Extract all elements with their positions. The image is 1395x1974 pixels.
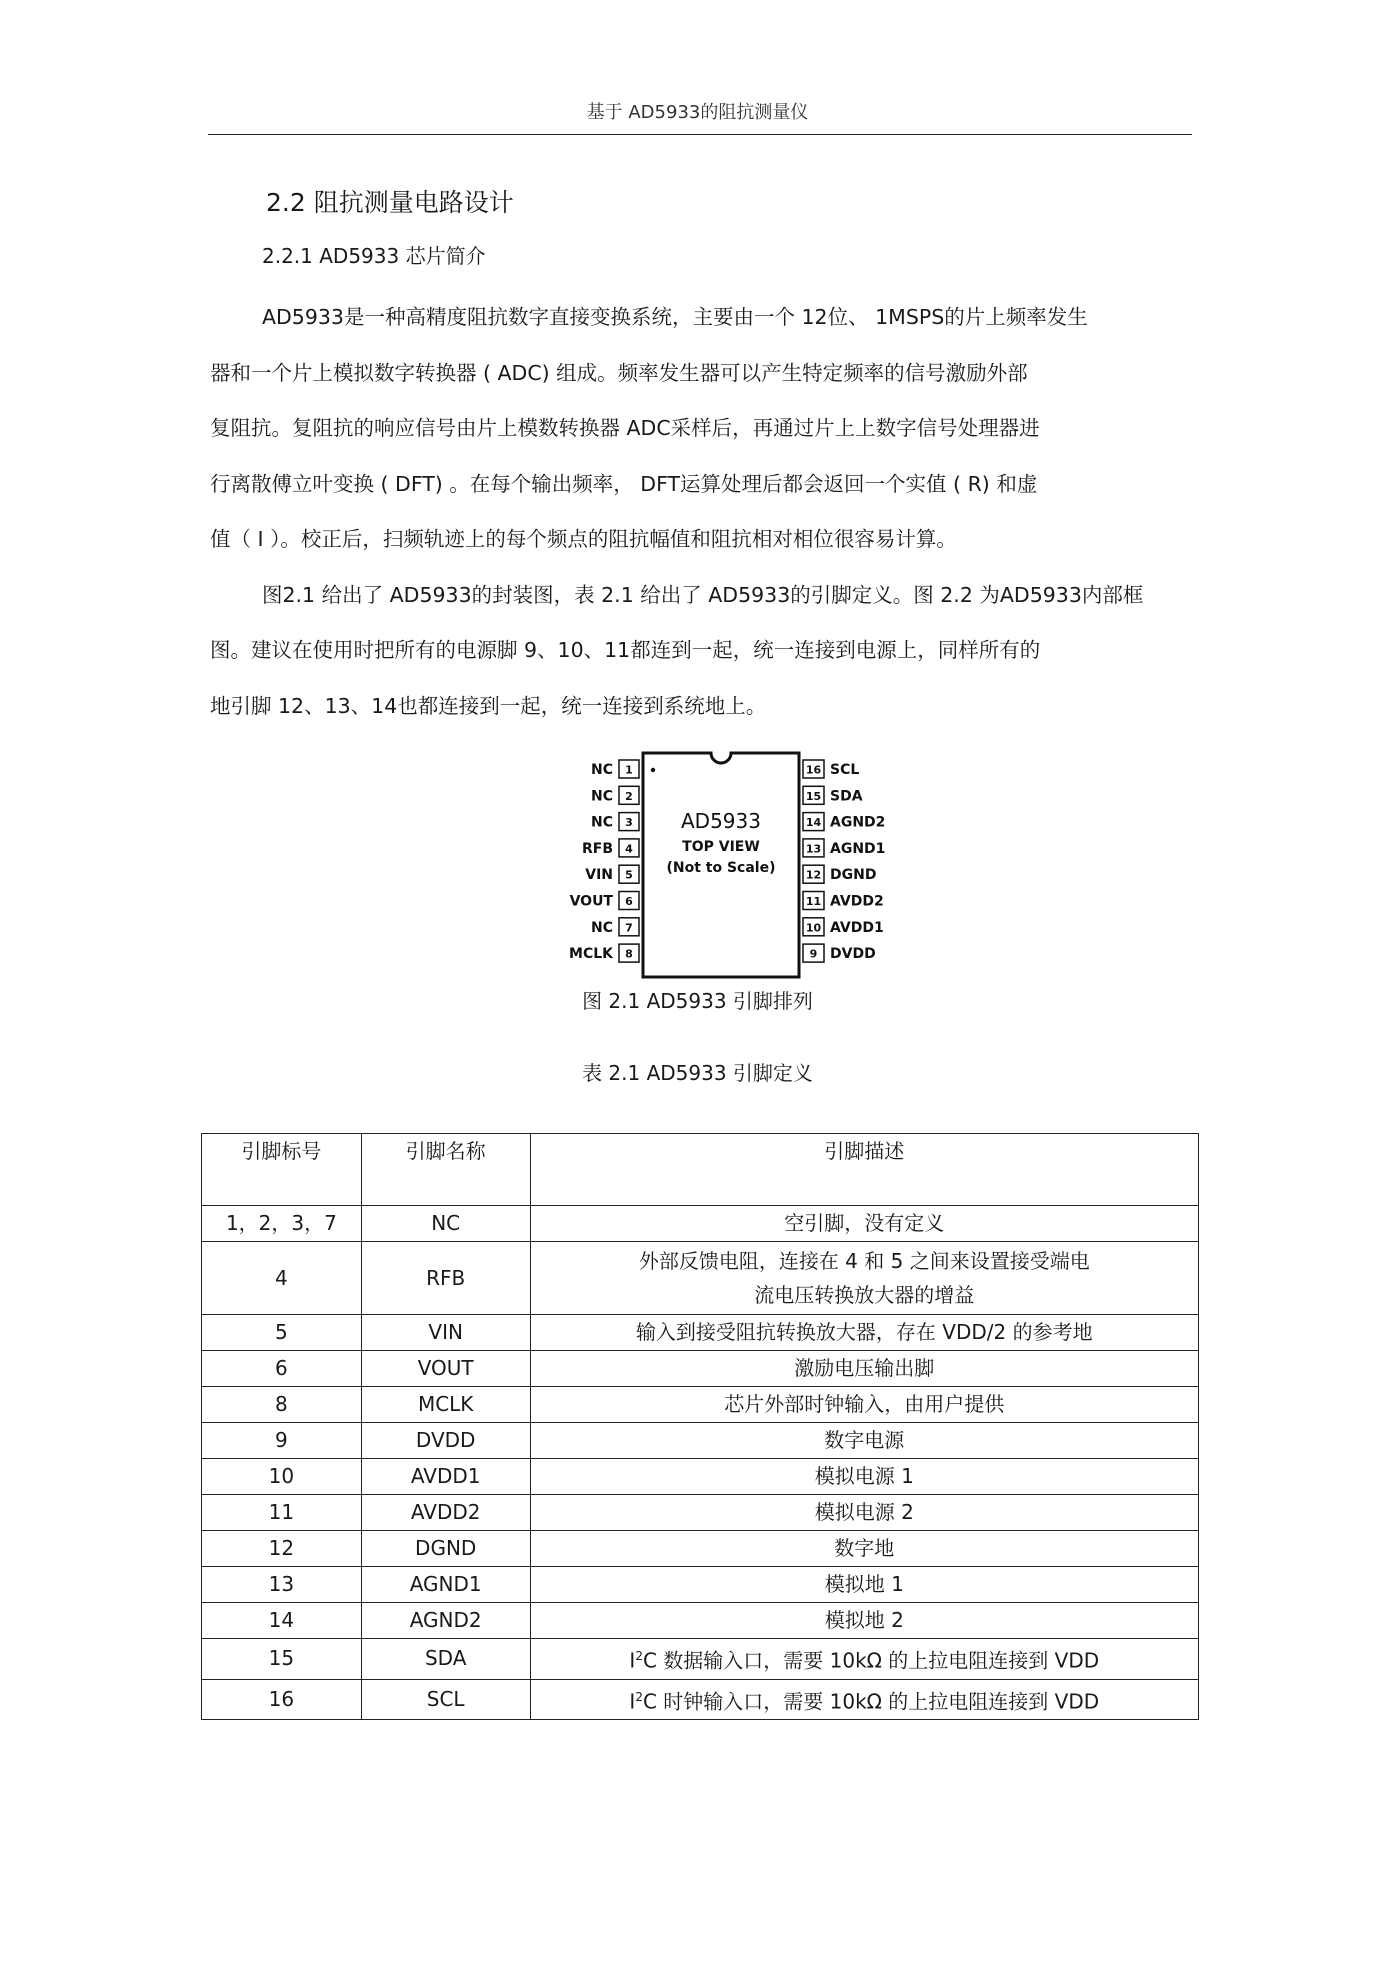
cell-pin-number: 1，2，3，7 <box>202 1206 362 1242</box>
pin-number: 2 <box>625 789 633 803</box>
pin-label: NC <box>591 919 613 936</box>
pin-number: 15 <box>805 789 822 803</box>
cell-pin-name: DGND <box>361 1531 530 1567</box>
pin-number: 9 <box>809 947 818 961</box>
cell-pin-number: 6 <box>202 1351 362 1387</box>
paragraph-2-line: 地引脚 12、13、14也都连接到一起，统一连接到系统地上。 <box>210 693 767 718</box>
cell-pin-name: NC <box>361 1206 530 1242</box>
table-row <box>202 1459 1199 1495</box>
right-pins <box>803 760 885 962</box>
pin-label: NC <box>591 814 613 831</box>
pin-number: 4 <box>625 842 633 856</box>
paragraph-1-line: 行离散傅立叶变换 ( DFT) 。在每个输出频率， DFT运算处理后都会返回一个实值 ( R) 和虚 <box>210 471 1038 496</box>
pin-number: 13 <box>805 842 822 856</box>
cell-pin-number: 11 <box>202 1495 362 1531</box>
figure-caption: 图 2.1 AD5933 引脚排列 <box>582 989 813 1013</box>
pin-number: 16 <box>805 763 822 777</box>
pin-label: DGND <box>830 867 877 884</box>
cell-pin-number: 4 <box>202 1242 362 1315</box>
paragraph-1-line: 器和一个片上模拟数字转换器 ( ADC) 组成。频率发生器可以产生特定频率的信号激励外部 <box>210 360 1028 385</box>
header-pin-number: 引脚标号 <box>202 1134 362 1206</box>
table-body <box>202 1206 1199 1720</box>
table-row <box>202 1567 1199 1603</box>
cell-pin-number: 12 <box>202 1531 362 1567</box>
body-text <box>210 290 1190 734</box>
cell-pin-description: 模拟电源 2 <box>530 1495 1198 1531</box>
cell-pin-description: 空引脚，没有定义 <box>530 1206 1198 1242</box>
cell-pin-description: 模拟地 1 <box>530 1567 1198 1603</box>
table-row <box>202 1679 1199 1720</box>
table-row <box>202 1639 1199 1680</box>
table-row <box>202 1495 1199 1531</box>
cell-pin-description: 激励电压输出脚 <box>530 1351 1198 1387</box>
pin-number: 8 <box>625 947 633 961</box>
pin-label: NC <box>591 788 613 805</box>
cell-pin-description: 数字电源 <box>530 1423 1198 1459</box>
pin-number: 5 <box>625 868 633 882</box>
pin-label: AGND2 <box>830 814 886 831</box>
chip-name: AD5933 <box>681 809 761 833</box>
pin-number: 10 <box>805 921 822 935</box>
chip-pinout-figure <box>555 745 895 985</box>
paragraph-1-line: AD5933是一种高精度阻抗数字直接变换系统，主要由一个 12位、 1MSPS的片上频率发生 <box>262 305 1088 329</box>
cell-pin-number: 8 <box>202 1387 362 1423</box>
cell-pin-number: 9 <box>202 1423 362 1459</box>
paragraph-2-line: 图。建议在使用时把所有的电源脚 9、10、11都连到一起，统一连接到电源上，同样所有的 <box>210 638 1041 662</box>
pin-number: 1 <box>625 763 633 777</box>
cell-pin-number: 5 <box>202 1315 362 1351</box>
cell-pin-number: 10 <box>202 1459 362 1495</box>
pin-number: 3 <box>625 816 633 830</box>
page-header-title: 基于 AD5933的阻抗测量仪 <box>586 102 809 123</box>
cell-pin-description: 外部反馈电阻，连接在 4 和 5 之间来设置接受端电流电压转换放大器的增益 <box>530 1242 1198 1315</box>
cell-pin-name: AGND1 <box>361 1567 530 1603</box>
subsection-heading: 2.2.1 AD5933 芯片简介 <box>262 244 486 268</box>
cell-pin-description: $I^2C$ 数据输入口，需要 10kΩ 的上拉电阻连接到 VDD <box>530 1639 1198 1680</box>
header-pin-description: 引脚描述 <box>530 1134 1198 1206</box>
table-row <box>202 1603 1199 1639</box>
pin-label: RFB <box>581 840 613 857</box>
pin1-dot <box>651 768 655 772</box>
table-row <box>202 1315 1199 1351</box>
paragraph-1-line: 值（ I ）。校正后，扫频轨迹上的每个频点的阻抗幅值和阻抗相对相位很容易计算。 <box>210 527 957 551</box>
cell-pin-name: SCL <box>361 1679 530 1720</box>
cell-pin-description: 模拟电源 1 <box>530 1459 1198 1495</box>
table-row <box>202 1387 1199 1423</box>
table-row <box>202 1206 1199 1242</box>
pin-label: VIN <box>585 867 613 884</box>
pin-label: NC <box>591 762 613 778</box>
pin-label: AVDD1 <box>830 919 884 936</box>
table-header-row <box>202 1134 1199 1206</box>
pin-label: SCL <box>830 762 860 778</box>
cell-pin-name: AVDD2 <box>361 1495 530 1531</box>
pin-label: AVDD2 <box>830 893 884 910</box>
table-row <box>202 1531 1199 1567</box>
cell-pin-name: AGND2 <box>361 1603 530 1639</box>
pin-number: 6 <box>625 895 633 908</box>
cell-pin-number: 16 <box>202 1679 362 1720</box>
cell-pin-name: VOUT <box>361 1351 530 1387</box>
cell-pin-description: 输入到接受阻抗转换放大器，存在 VDD/2 的参考地 <box>530 1315 1198 1351</box>
pin-number: 14 <box>805 816 822 830</box>
pin-number: 7 <box>625 921 633 935</box>
chip-scale-label: (Not to Scale) <box>666 860 776 876</box>
header-divider <box>208 134 1192 135</box>
chip-view-label: TOP VIEW <box>682 839 760 855</box>
pin-definition-table <box>201 1133 1199 1720</box>
table-row <box>202 1242 1199 1315</box>
cell-pin-description: 数字地 <box>530 1531 1198 1567</box>
cell-pin-name: VIN <box>361 1315 530 1351</box>
pin-label: VOUT <box>569 893 613 910</box>
pin-number: 11 <box>805 895 822 908</box>
pin-label: DVDD <box>830 946 876 963</box>
pin-number: 12 <box>805 868 822 882</box>
cell-pin-number: 13 <box>202 1567 362 1603</box>
pin-label: AGND1 <box>830 840 886 857</box>
cell-pin-name: SDA <box>361 1639 530 1680</box>
cell-pin-name: MCLK <box>361 1387 530 1423</box>
paragraph-2 <box>210 568 1190 735</box>
cell-pin-name: RFB <box>361 1242 530 1315</box>
cell-pin-name: AVDD1 <box>361 1459 530 1495</box>
cell-pin-description: $I^2C$ 时钟输入口，需要 10kΩ 的上拉电阻连接到 VDD <box>530 1679 1198 1720</box>
pin-label: SDA <box>830 788 863 805</box>
pin-label: MCLK <box>569 946 613 963</box>
paragraph-1-line: 复阻抗。复阻抗的响应信号由片上模数转换器 ADC采样后，再通过片上上数字信号处理器进 <box>210 416 1040 440</box>
section-heading: 2.2 阻抗测量电路设计 <box>266 188 514 217</box>
header-pin-name: 引脚名称 <box>361 1134 530 1206</box>
paragraph-1 <box>210 290 1190 568</box>
cell-pin-description: 芯片外部时钟输入，由用户提供 <box>530 1387 1198 1423</box>
cell-pin-number: 15 <box>202 1639 362 1680</box>
table-row <box>202 1351 1199 1387</box>
left-pins <box>569 760 639 962</box>
cell-pin-name: DVDD <box>361 1423 530 1459</box>
paragraph-2-line: 图2.1 给出了 AD5933的封装图，表 2.1 给出了 AD5933的引脚定义。图 2.2 为AD5933内部框 <box>262 582 1144 607</box>
table-row <box>202 1423 1199 1459</box>
table-caption: 表 2.1 AD5933 引脚定义 <box>582 1061 813 1085</box>
cell-pin-number: 14 <box>202 1603 362 1639</box>
cell-pin-description: 模拟地 2 <box>530 1603 1198 1639</box>
